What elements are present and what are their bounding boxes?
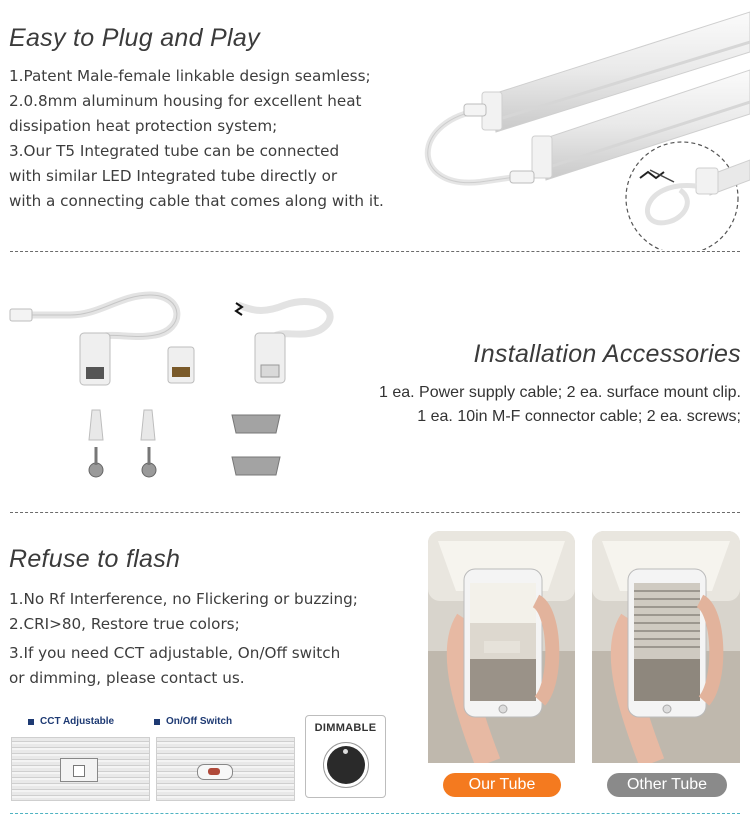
bottom-divider	[10, 813, 740, 814]
our-tube-label: Our Tube	[443, 773, 561, 797]
dimmable-box	[305, 715, 386, 798]
text-line: with similar LED Integrated tube directly or	[9, 167, 338, 185]
text-line: 1.Patent Male-female linkable design seamless;	[9, 67, 371, 85]
feature-label-text: On/Off Switch	[166, 716, 233, 727]
on-off-switch-label	[154, 716, 232, 727]
section-divider	[10, 512, 740, 513]
rocker-switch	[197, 764, 233, 780]
text-line: 2.CRI>80, Restore true colors;	[9, 615, 240, 633]
text-line: 1.No Rf Interference, no Flickering or buzzing;	[9, 590, 358, 608]
text-line: 1 ea. 10in M-F connector cable; 2 ea. screws;	[417, 408, 741, 425]
feature-label-text: CCT Adjustable	[40, 716, 115, 727]
dimmable-label: DIMMABLE	[314, 722, 377, 734]
refuse-flash-description	[9, 587, 409, 691]
section-title-accessories: Installation Accessories	[473, 340, 741, 368]
cct-adjustable-switch-image	[11, 737, 150, 801]
on-off-switch-image	[156, 737, 295, 801]
dimmer-knob-icon	[323, 742, 369, 788]
text-line: or dimming, please contact us.	[9, 669, 245, 687]
text-line: 2.0.8mm aluminum housing for excellent heat	[9, 92, 362, 110]
linked-tubes-image	[410, 0, 750, 250]
cct-adjustable-label	[28, 716, 114, 727]
text-line: 3.Our T5 Integrated tube can be connected	[9, 142, 340, 160]
plug-play-description	[9, 64, 409, 214]
text-line: with a connecting cable that comes along with it.	[9, 192, 384, 210]
section-divider	[10, 251, 740, 252]
other-tube-label: Other Tube	[607, 773, 727, 797]
bullet-square-icon	[28, 719, 34, 725]
bullet-square-icon	[154, 719, 160, 725]
section-title-plug-play: Easy to Plug and Play	[9, 24, 260, 52]
accessories-description	[301, 381, 741, 429]
slide-switch	[60, 758, 98, 782]
our-tube-phone-image	[428, 531, 575, 763]
text-line: 3.If you need CCT adjustable, On/Off switch	[9, 644, 341, 662]
section-title-refuse-flash: Refuse to flash	[9, 545, 181, 573]
other-tube-phone-image	[592, 531, 740, 763]
text-line: dissipation heat protection system;	[9, 117, 278, 135]
text-line: 1 ea. Power supply cable; 2 ea. surface mount clip.	[379, 384, 741, 401]
